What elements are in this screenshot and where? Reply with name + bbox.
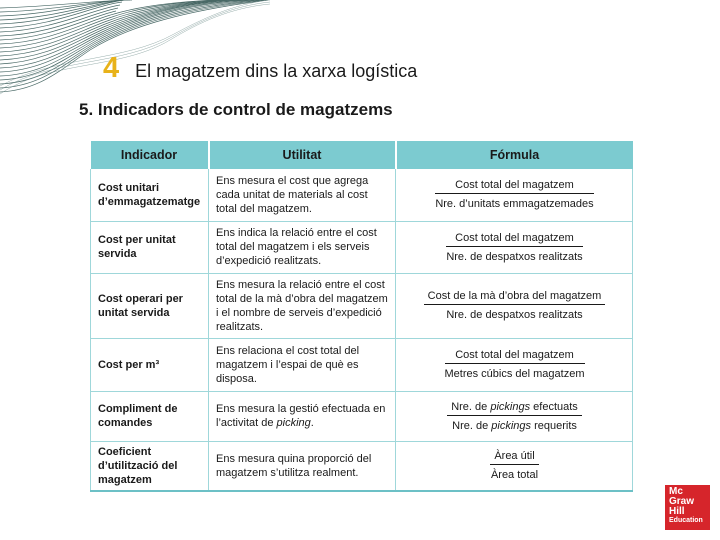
fraction bbox=[490, 449, 538, 482]
formula-numerator: Cost de la mà d’obra del magatzem bbox=[424, 289, 606, 305]
indicator-name: Cost per unitat servida bbox=[91, 221, 209, 273]
mcgraw-hill-logo bbox=[665, 485, 710, 530]
table-row bbox=[91, 273, 633, 338]
utility-text: Ens relaciona el cost total del magatzem i l’espai de què es disposa. bbox=[209, 338, 396, 391]
indicators-table bbox=[90, 141, 633, 492]
utility-text: Ens indica la relació entre el cost total del magatzem i els serveis d’expedició realitzats. bbox=[209, 221, 396, 273]
table-row bbox=[91, 391, 633, 441]
formula bbox=[396, 338, 633, 391]
formula-denominator: Nre. de despatxos realitzats bbox=[446, 250, 583, 263]
logo-line: Mc bbox=[669, 486, 683, 497]
formula-text-emphasis: pickings bbox=[490, 400, 531, 413]
formula-denominator: Nre. de despatxos realitzats bbox=[446, 309, 583, 321]
formula-numerator: Cost total del magatzem bbox=[446, 231, 582, 247]
formula bbox=[396, 441, 633, 491]
formula-denominator: Metres cúbics del magatzem bbox=[444, 368, 585, 380]
fraction bbox=[445, 348, 585, 381]
utility-text bbox=[209, 391, 396, 441]
indicator-name: Cost unitari d’emmagatzematge bbox=[91, 169, 209, 221]
indicator-name: Cost per m³ bbox=[91, 338, 209, 391]
formula-text-part: Nre. de bbox=[452, 419, 492, 432]
section-title: 5. Indicadors de control de magatzems bbox=[79, 100, 393, 119]
formula-denominator bbox=[447, 416, 582, 433]
header-formula: Fórmula bbox=[396, 141, 633, 169]
fraction bbox=[446, 231, 582, 264]
formula-numerator bbox=[447, 400, 582, 416]
formula-text-part: efectuats bbox=[530, 400, 578, 413]
formula bbox=[396, 273, 633, 338]
formula-numerator: Cost total del magatzem bbox=[445, 348, 585, 364]
header-indicator: Indicador bbox=[91, 141, 209, 169]
utility-text: Ens mesura el cost que agrega cada unitat de materials al cost total del magatzem. bbox=[209, 169, 396, 221]
logo-line: Graw bbox=[669, 496, 695, 507]
logo-line: Hill bbox=[669, 506, 685, 517]
logo-line: Education bbox=[669, 517, 703, 524]
indicator-name: Compliment de comandes bbox=[91, 391, 209, 441]
fraction bbox=[447, 400, 582, 433]
table-row bbox=[91, 169, 633, 221]
chapter-heading bbox=[103, 52, 417, 85]
chapter-title: El magatzem dins la xarxa logística bbox=[135, 61, 418, 81]
formula-numerator: Cost total del magatzem bbox=[435, 178, 593, 194]
chapter-number: 4 bbox=[103, 52, 120, 84]
formula-text-part: Nre. de bbox=[451, 400, 491, 413]
indicator-name: Cost operari per unitat servida bbox=[91, 273, 209, 338]
formula bbox=[396, 169, 633, 221]
table-row bbox=[91, 338, 633, 391]
formula-denominator: Àrea total bbox=[490, 469, 539, 482]
formula-numerator: Àrea útil bbox=[490, 449, 538, 465]
utility-text-part: Ens mesura la gestió efectuada en l’activitat de bbox=[216, 403, 386, 429]
table-header-row bbox=[91, 141, 633, 169]
formula-text-part: requerits bbox=[531, 419, 577, 432]
table-row bbox=[91, 441, 633, 491]
table-row bbox=[91, 221, 633, 273]
formula bbox=[396, 391, 633, 441]
formula-denominator: Nre. d’unitats emmagatzemades bbox=[435, 198, 594, 211]
utility-text-part: . bbox=[310, 417, 314, 429]
formula-text-emphasis: pickings bbox=[491, 419, 532, 432]
header-utility: Utilitat bbox=[209, 141, 396, 169]
utility-text: Ens mesura la relació entre el cost total de la mà d’obra del magatzem i el nombre de serveis d’expedició realitzats. bbox=[209, 273, 396, 338]
formula bbox=[396, 221, 633, 273]
fraction bbox=[435, 178, 593, 211]
indicator-name: Coeficient d’utilització del magatzem bbox=[91, 441, 209, 491]
utility-text-emphasis: picking bbox=[276, 417, 311, 429]
utility-text: Ens mesura quina proporció del magatzem s’utilitza realment. bbox=[209, 441, 396, 491]
fraction bbox=[424, 289, 606, 322]
